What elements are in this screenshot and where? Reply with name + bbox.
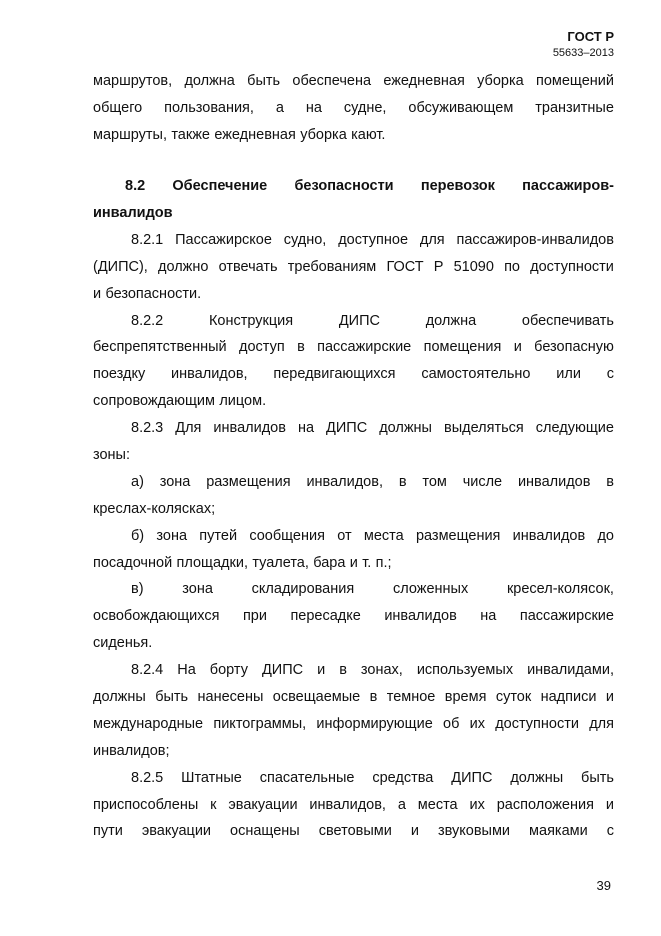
word: от [337, 527, 352, 544]
text-line [93, 495, 614, 522]
word: на [480, 608, 497, 625]
word: 8.2.2 [131, 312, 164, 329]
word: должны [510, 769, 564, 786]
word: безопасности [294, 178, 394, 195]
text-line [93, 603, 614, 630]
page-number: 39 [596, 878, 611, 893]
word: отвечать [218, 258, 278, 275]
section-heading [93, 173, 614, 227]
word: транзитные [535, 100, 614, 117]
word: места [417, 796, 458, 813]
word: приспособлены [93, 796, 199, 813]
word: пользования, [164, 100, 254, 117]
word: складирования [251, 581, 355, 598]
word: звуковыми [437, 823, 511, 840]
text-line [93, 388, 614, 415]
word: и [605, 689, 614, 706]
paragraph [93, 522, 614, 576]
word: инвалидов [213, 420, 286, 437]
paragraph [93, 226, 614, 307]
word: передвигающихся [273, 366, 396, 383]
word: Штатные [181, 769, 242, 786]
word: в [369, 689, 378, 706]
word: уборка [477, 73, 524, 90]
word: инвалидов; [93, 742, 170, 759]
word: а) [131, 473, 144, 490]
page-header [553, 30, 614, 60]
word: кают. [351, 127, 386, 144]
text-line [93, 253, 614, 280]
word: сложенных [392, 581, 469, 598]
word: бара [313, 554, 346, 571]
text-line [93, 549, 614, 576]
word: зоны: [93, 447, 131, 464]
word: зонах, [360, 662, 403, 679]
word: числе [462, 473, 503, 490]
word: информирующие [316, 715, 433, 732]
word: время [444, 689, 487, 706]
text-line [93, 764, 614, 791]
paragraph [93, 415, 614, 469]
word: сиденья. [93, 635, 153, 652]
text-line [93, 737, 614, 764]
word: пиктограммы, [213, 715, 307, 732]
word: 8.2.5 [131, 769, 164, 786]
word: 8.2.3 [131, 420, 164, 437]
word: размещения [206, 473, 291, 490]
text-line [93, 468, 614, 495]
word: к [210, 796, 217, 813]
word: доступ [239, 339, 285, 356]
word: темное [386, 689, 436, 706]
text-line [93, 122, 614, 149]
word: а [397, 796, 406, 813]
word: инвалидов, [309, 796, 386, 813]
word: т. [362, 554, 372, 571]
word: и [349, 554, 358, 571]
word: эвакуации [228, 796, 298, 813]
word: с [606, 823, 614, 840]
word: Пассажирское [175, 231, 272, 248]
text-line [93, 684, 614, 711]
word: в [398, 473, 407, 490]
text-line [93, 226, 614, 253]
word: доступности [530, 258, 614, 275]
word: инвалидов, [171, 366, 248, 383]
word: кресел-колясок, [506, 581, 614, 598]
word: перевозок [420, 178, 495, 195]
word: и [605, 796, 614, 813]
word: помещения [423, 339, 502, 356]
word: инвалидов [93, 205, 173, 221]
word: самостоятельно [421, 366, 531, 383]
text-line [93, 415, 614, 442]
word: надписи [540, 689, 597, 706]
word: 8.2.4 [131, 662, 164, 679]
word: должна [425, 312, 477, 329]
word: и [513, 339, 522, 356]
word: об [443, 715, 460, 732]
word: для [419, 231, 445, 248]
standard-number: 55633–2013 [552, 47, 614, 59]
word: при [242, 608, 267, 625]
text-line [93, 522, 614, 549]
word: зона [156, 527, 188, 544]
word: обеспечивать [521, 312, 614, 329]
word: доступное [338, 231, 409, 248]
word: ДИПС [261, 662, 304, 679]
word: безопасную [534, 339, 614, 356]
word: быть [581, 769, 614, 786]
word: 8.2.1 [131, 231, 164, 248]
word: безопасности. [105, 285, 202, 302]
word: посадочной [93, 554, 173, 571]
word: должна [184, 73, 235, 90]
word: туалета, [252, 554, 309, 571]
word: световыми [318, 823, 392, 840]
word: должны [93, 689, 146, 706]
word: (ДИПС), [93, 258, 148, 275]
text-line [93, 334, 614, 361]
word: нанесены [197, 689, 264, 706]
word: для [589, 715, 614, 732]
word: зона [182, 581, 213, 598]
word: 8.2 [125, 178, 146, 195]
word: сопровождающим [93, 393, 215, 410]
word: с [606, 366, 614, 383]
word: том [422, 473, 447, 490]
paragraph [93, 657, 614, 765]
word: сообщения [249, 527, 325, 544]
text-line [93, 442, 614, 469]
word: ДИПС [338, 312, 380, 329]
word: по [504, 258, 520, 275]
word: и [317, 662, 326, 679]
word: в [339, 662, 347, 679]
word: борту [209, 662, 248, 679]
word: маяками [529, 823, 588, 840]
text-line [93, 710, 614, 737]
word: беспрепятственный [93, 339, 227, 356]
word: маршрутов, [93, 73, 173, 90]
word: инвалидов, [306, 473, 383, 490]
word: эвакуации [141, 823, 212, 840]
text-line [93, 818, 614, 845]
word: освобождающихся [93, 608, 220, 625]
text-line [93, 361, 614, 388]
word: должны [379, 420, 432, 437]
word: 51090 [453, 258, 494, 275]
paragraph [93, 764, 614, 845]
word: выделяться [444, 420, 524, 437]
word: ежедневная [383, 73, 465, 90]
word: на [297, 420, 315, 437]
text-line [93, 173, 614, 200]
text-line [93, 200, 614, 227]
word: оснащены [230, 823, 300, 840]
word: требованиям [287, 258, 377, 275]
document-body [93, 68, 614, 845]
word: судно, [283, 231, 327, 248]
word: размещения [415, 527, 501, 544]
word: быть [247, 73, 281, 90]
word: лицом. [219, 393, 267, 410]
word: или [556, 366, 581, 383]
word: пассажирские [317, 339, 412, 356]
text-line [93, 576, 614, 603]
text-line [93, 68, 614, 95]
word: места [363, 527, 404, 544]
word: поездку [93, 366, 146, 383]
word: средства [372, 769, 434, 786]
word: инвалидов [512, 527, 586, 544]
word: ДИПС [451, 769, 493, 786]
word: пересадке [290, 608, 361, 625]
word: инвалидов [517, 473, 591, 490]
word: также [171, 127, 210, 144]
word: пассажиров-инвалидов [456, 231, 614, 248]
word: Конструкция [208, 312, 294, 329]
word: и [93, 285, 102, 302]
word: в [606, 473, 614, 490]
word: суток [495, 689, 532, 706]
text-line [93, 791, 614, 818]
text-line [93, 657, 614, 684]
word: ежедневная [214, 127, 296, 144]
word: быть [155, 689, 189, 706]
word: освещаемые [272, 689, 361, 706]
word: обсуживающем [408, 100, 514, 117]
paragraph [93, 468, 614, 522]
word: маршруты, [93, 127, 167, 144]
word: судне, [343, 100, 387, 117]
word: пассажирские [519, 608, 614, 625]
word: креслах-колясках; [93, 500, 216, 517]
word: ДИПС [326, 420, 368, 437]
word: обеспечена [292, 73, 372, 90]
word: на [305, 100, 322, 117]
word: в) [131, 581, 144, 598]
word: а [275, 100, 284, 117]
text-line [93, 95, 614, 122]
paragraph [93, 576, 614, 657]
word: зона [159, 473, 191, 490]
paragraph-gap [93, 149, 614, 173]
text-line [93, 307, 614, 334]
word: Р [433, 258, 444, 275]
word: ГОСТ [386, 258, 424, 275]
word: доступности [495, 715, 579, 732]
word: пассажиров- [522, 178, 614, 195]
word: помещений [535, 73, 614, 90]
word: их [469, 796, 485, 813]
word: спасательные [259, 769, 355, 786]
paragraph [93, 307, 614, 415]
word: п.; [375, 554, 392, 571]
word: должно [157, 258, 209, 275]
word: Для [175, 420, 202, 437]
word: их [469, 715, 485, 732]
word: до [597, 527, 614, 544]
word: уборка [300, 127, 347, 144]
word: расположения [496, 796, 594, 813]
text-line [93, 280, 614, 307]
standard-title: ГОСТ Р [567, 29, 614, 44]
word: общего [93, 100, 143, 117]
word: инвалидов [384, 608, 457, 625]
word: путей [199, 527, 238, 544]
text-line [93, 630, 614, 657]
word: площадки, [176, 554, 248, 571]
word: следующие [535, 420, 614, 437]
word: пути [93, 823, 123, 840]
word: На [177, 662, 196, 679]
word: Обеспечение [172, 178, 268, 195]
word: используемых [416, 662, 514, 679]
word: международные [93, 715, 204, 732]
word: и [410, 823, 419, 840]
word: б) [131, 527, 145, 544]
word: в [297, 339, 305, 356]
paragraph [93, 68, 614, 149]
word: инвалидами, [527, 662, 614, 679]
